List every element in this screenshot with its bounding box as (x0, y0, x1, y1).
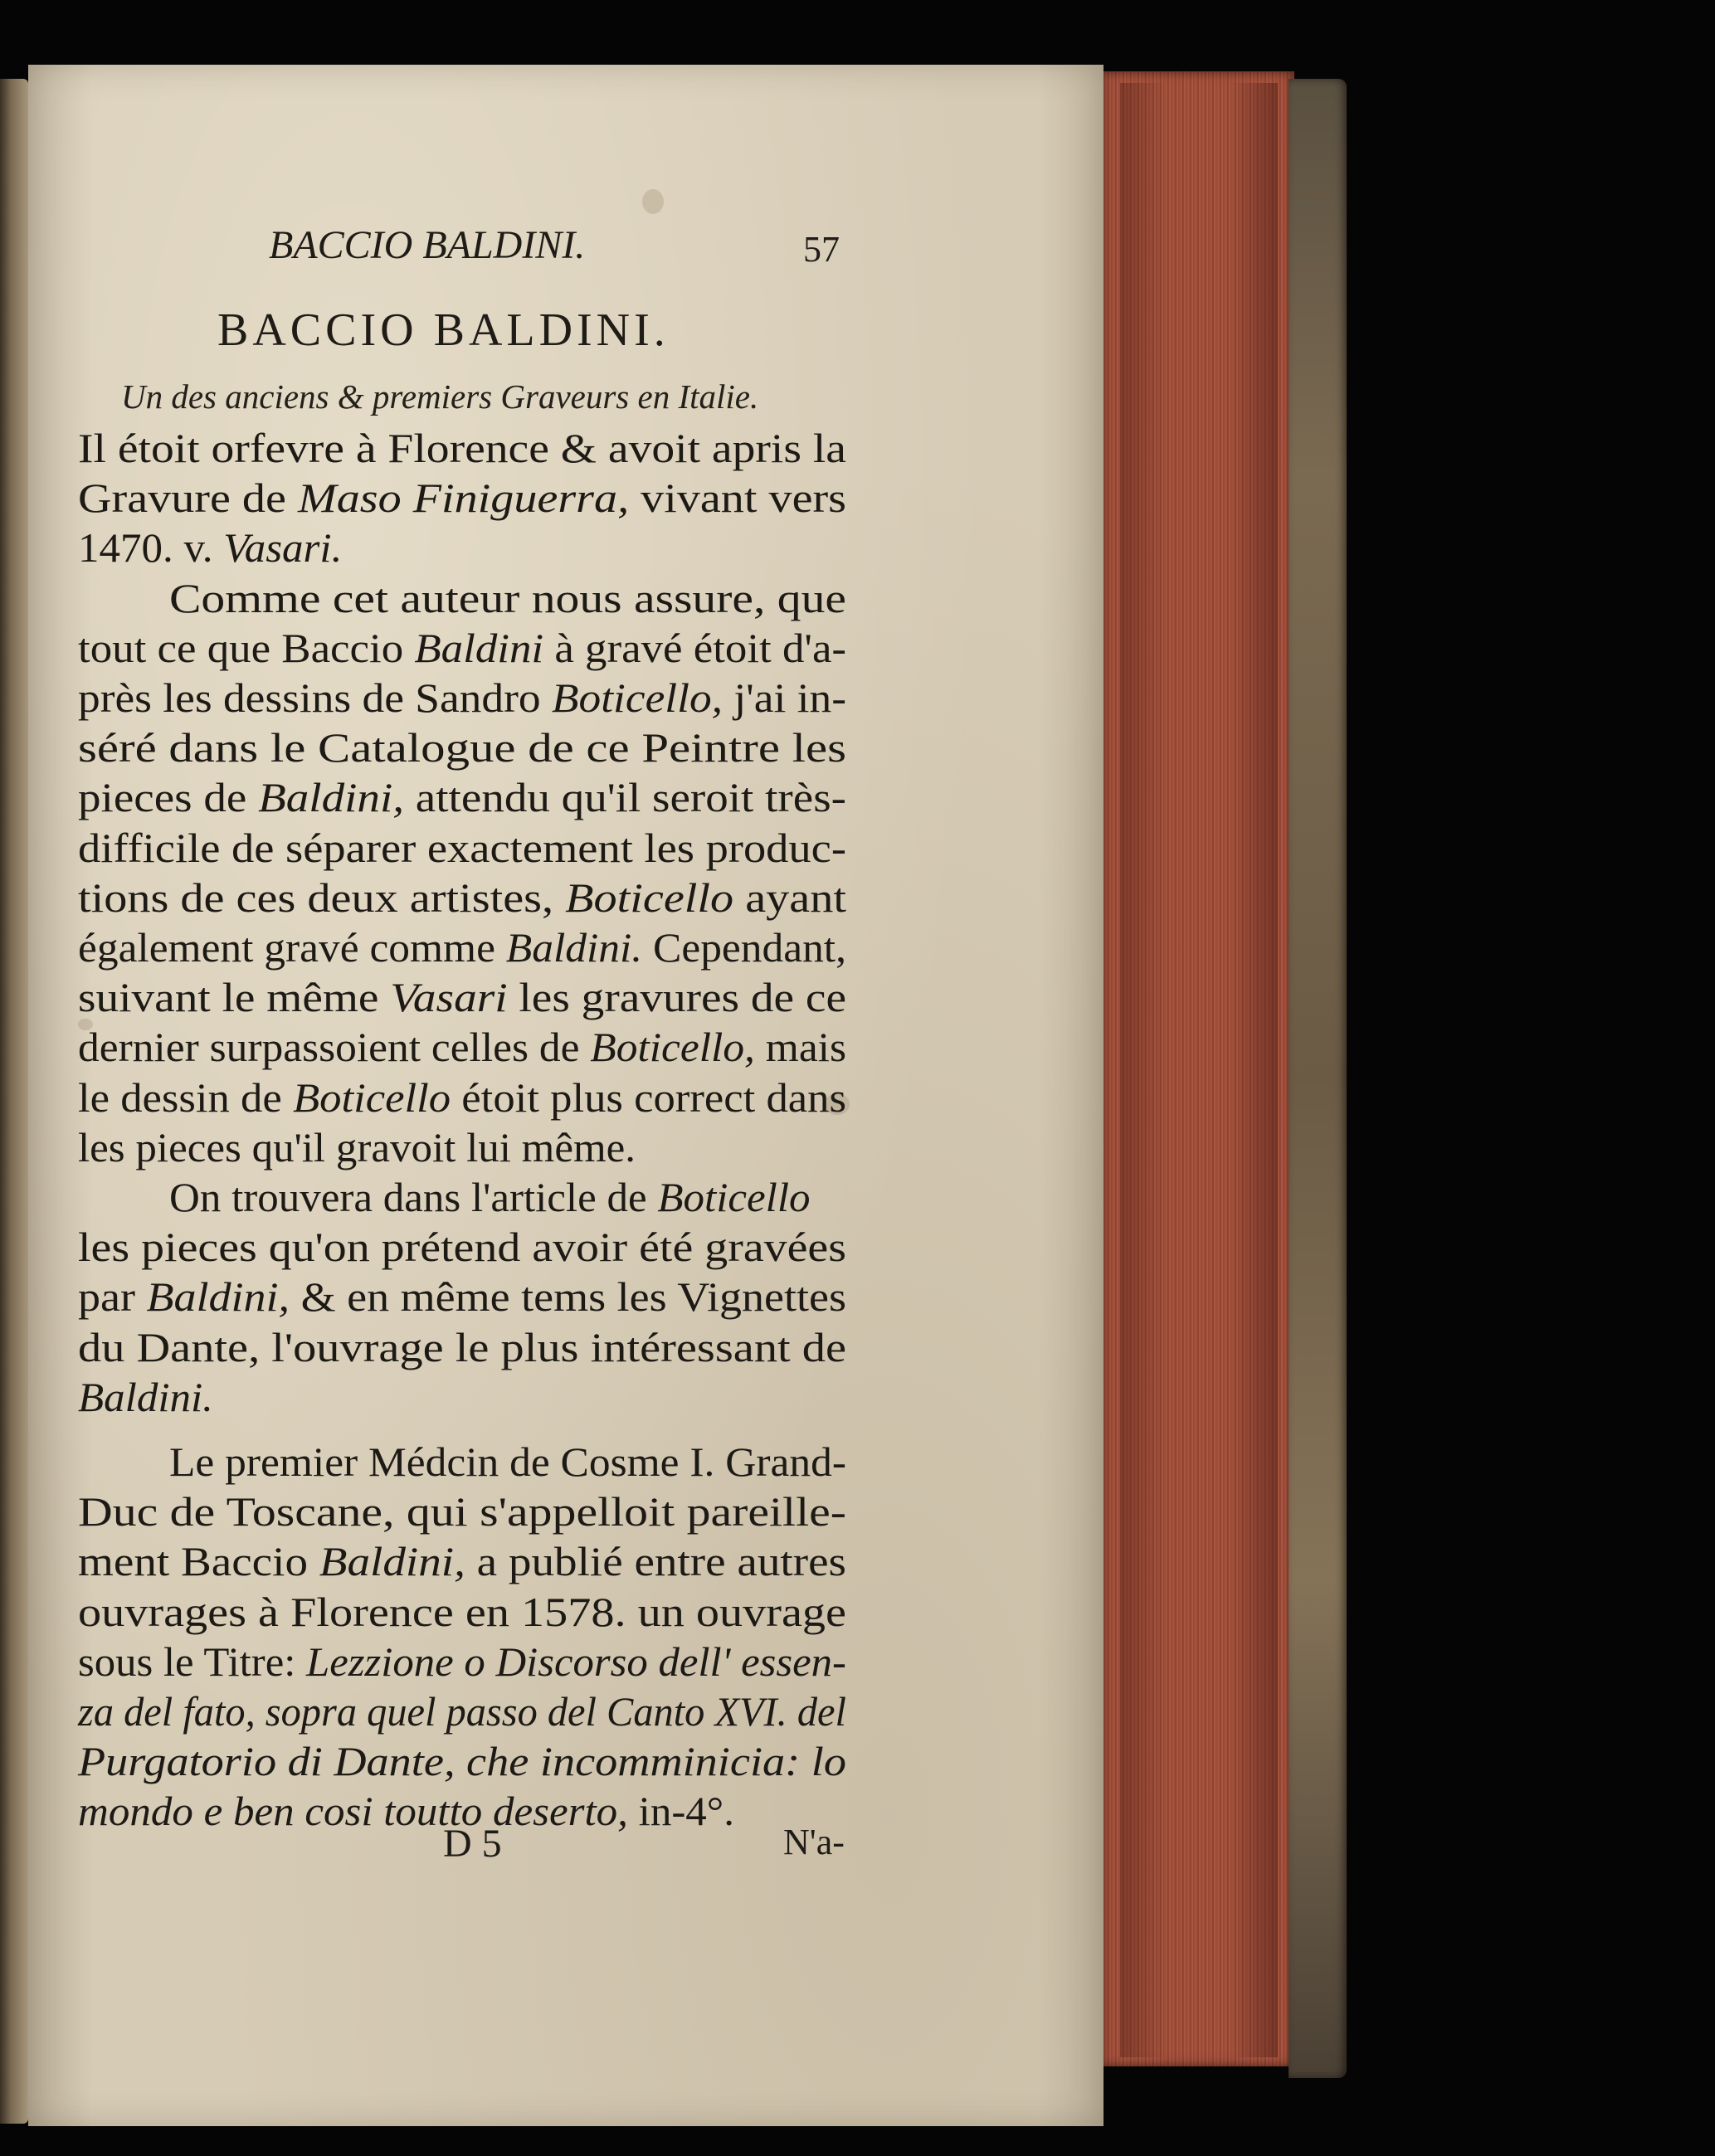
text-line (78, 623, 846, 673)
text-span: suivant le même (78, 974, 391, 1021)
text-line (78, 723, 846, 772)
text-span: a publié entre autres (465, 1538, 847, 1585)
text-line (78, 523, 342, 572)
text-span: Cependant, (642, 924, 846, 971)
text-span: ouvrages à Florence en 1578. un ouvrage (78, 1588, 847, 1635)
text-span: les pieces qu'on prétend avoir été gravées (78, 1224, 846, 1271)
text-line (78, 1372, 213, 1422)
catchword: N'a- (783, 1822, 845, 1862)
text-span: pieces de (78, 774, 259, 821)
text-line (78, 1686, 846, 1736)
text-line (78, 423, 846, 473)
text-span: in-4°. (627, 1788, 734, 1835)
italic-span: Boticello (657, 1174, 811, 1220)
article-title: BACCIO BALDINI. (217, 304, 670, 356)
text-line (78, 1222, 846, 1272)
text-span: dernier surpassoient celles de (78, 1024, 591, 1071)
signature-mark: D 5 (443, 1822, 502, 1866)
italic-span: Lezzione o Discorso dell' essen- (306, 1638, 846, 1685)
text-span: vivant vers (629, 475, 847, 522)
text-span: tions de ces deux artistes, (78, 874, 566, 921)
text-line (78, 1637, 846, 1686)
italic-span: Baldini (414, 624, 544, 671)
text-line (169, 573, 846, 623)
italic-span: Purgatorio di Dante, che incomminicia: lo (78, 1738, 846, 1785)
italic-span: Baldini, (258, 774, 405, 821)
running-head: BACCIO BALDINI. (269, 223, 586, 267)
text-span: mais (754, 1024, 846, 1071)
book-cover (1289, 79, 1347, 2078)
text-line (78, 1122, 636, 1172)
text-line (78, 1487, 846, 1536)
text-span: tout ce que Baccio (78, 624, 415, 671)
italic-span: Boticello, (590, 1024, 755, 1071)
text-span: à gravé étoit d'a- (543, 624, 847, 671)
text-span: du Dante, l'ouvrage le plus intéressant de (78, 1323, 846, 1370)
italic-span: mondo e ben cosi toutto deserto, (78, 1788, 628, 1835)
text-span: le dessin de (78, 1073, 293, 1121)
previous-page-edge (0, 79, 28, 2124)
text-span: difficile de séparer exactement les produc- (78, 824, 846, 871)
article-subtitle: Un des anciens & premiers Graveurs en Italie. (121, 377, 759, 416)
text-line (78, 1073, 846, 1122)
italic-span: Baldini, (146, 1273, 290, 1321)
text-span: 1470. v. (78, 524, 224, 572)
italic-span: Boticello, (551, 674, 723, 721)
italic-span: za del fato, sopra quel passo del Canto XVI. del (78, 1688, 846, 1735)
italic-span: Boticello (565, 874, 734, 921)
text-line (78, 972, 846, 1022)
text-span: j'ai in- (722, 674, 846, 721)
text-span: sous le Titre: (78, 1638, 307, 1685)
text-line (169, 1172, 810, 1222)
text-span: ayant (733, 874, 846, 921)
text-span: séré dans le Catalogue de ce Peintre les (78, 724, 846, 771)
text-line (78, 673, 846, 723)
page-number: 57 (803, 229, 840, 270)
text-span: par (78, 1273, 147, 1321)
page-block-shading (1120, 83, 1278, 2057)
text-span: Il étoit orfevre à Florence & avoit apris la (78, 425, 846, 471)
text-line (78, 473, 846, 523)
foxing-spot (642, 189, 664, 214)
text-span: & en même tems les Vignettes (290, 1273, 847, 1321)
book-page (28, 65, 1104, 2126)
italic-span: Vasari. (223, 524, 343, 572)
text-line (78, 772, 846, 822)
text-span: les gravures de ce (507, 974, 847, 1021)
text-line (78, 1536, 846, 1586)
text-line (78, 823, 846, 873)
text-line (78, 1736, 846, 1786)
italic-span: Maso Finiguerra, (297, 475, 630, 522)
text-line (78, 1322, 846, 1372)
text-span: attendu qu'il seroit très- (404, 774, 846, 821)
text-line (78, 1272, 846, 1321)
italic-span: Baldini. (78, 1373, 213, 1420)
text-line (78, 1587, 846, 1637)
italic-span: Boticello (292, 1073, 451, 1121)
text-span: Duc de Toscane, qui s'appelloit pareille- (78, 1488, 847, 1535)
text-span: ment Baccio (78, 1538, 319, 1585)
italic-span: Vasari (390, 974, 508, 1021)
italic-span: Baldini. (505, 924, 643, 971)
text-span: Gravure de (78, 475, 298, 522)
text-line (78, 922, 846, 972)
text-span: près les dessins de Sandro (78, 674, 552, 721)
text-span: Le premier Médcin de Cosme I. Grand- (169, 1438, 847, 1485)
text-span: également gravé comme (78, 924, 506, 971)
italic-span: Baldini, (319, 1538, 465, 1585)
text-line (78, 1022, 846, 1072)
text-line (169, 1437, 846, 1487)
text-line (78, 1786, 734, 1836)
text-line (78, 873, 846, 922)
text-span: les pieces qu'il gravoit lui même. (78, 1123, 636, 1170)
text-span: étoit plus correct dans (451, 1073, 847, 1121)
text-span: Comme cet auteur nous assure, que (169, 574, 846, 621)
text-span: On trouvera dans l'article de (169, 1174, 658, 1220)
